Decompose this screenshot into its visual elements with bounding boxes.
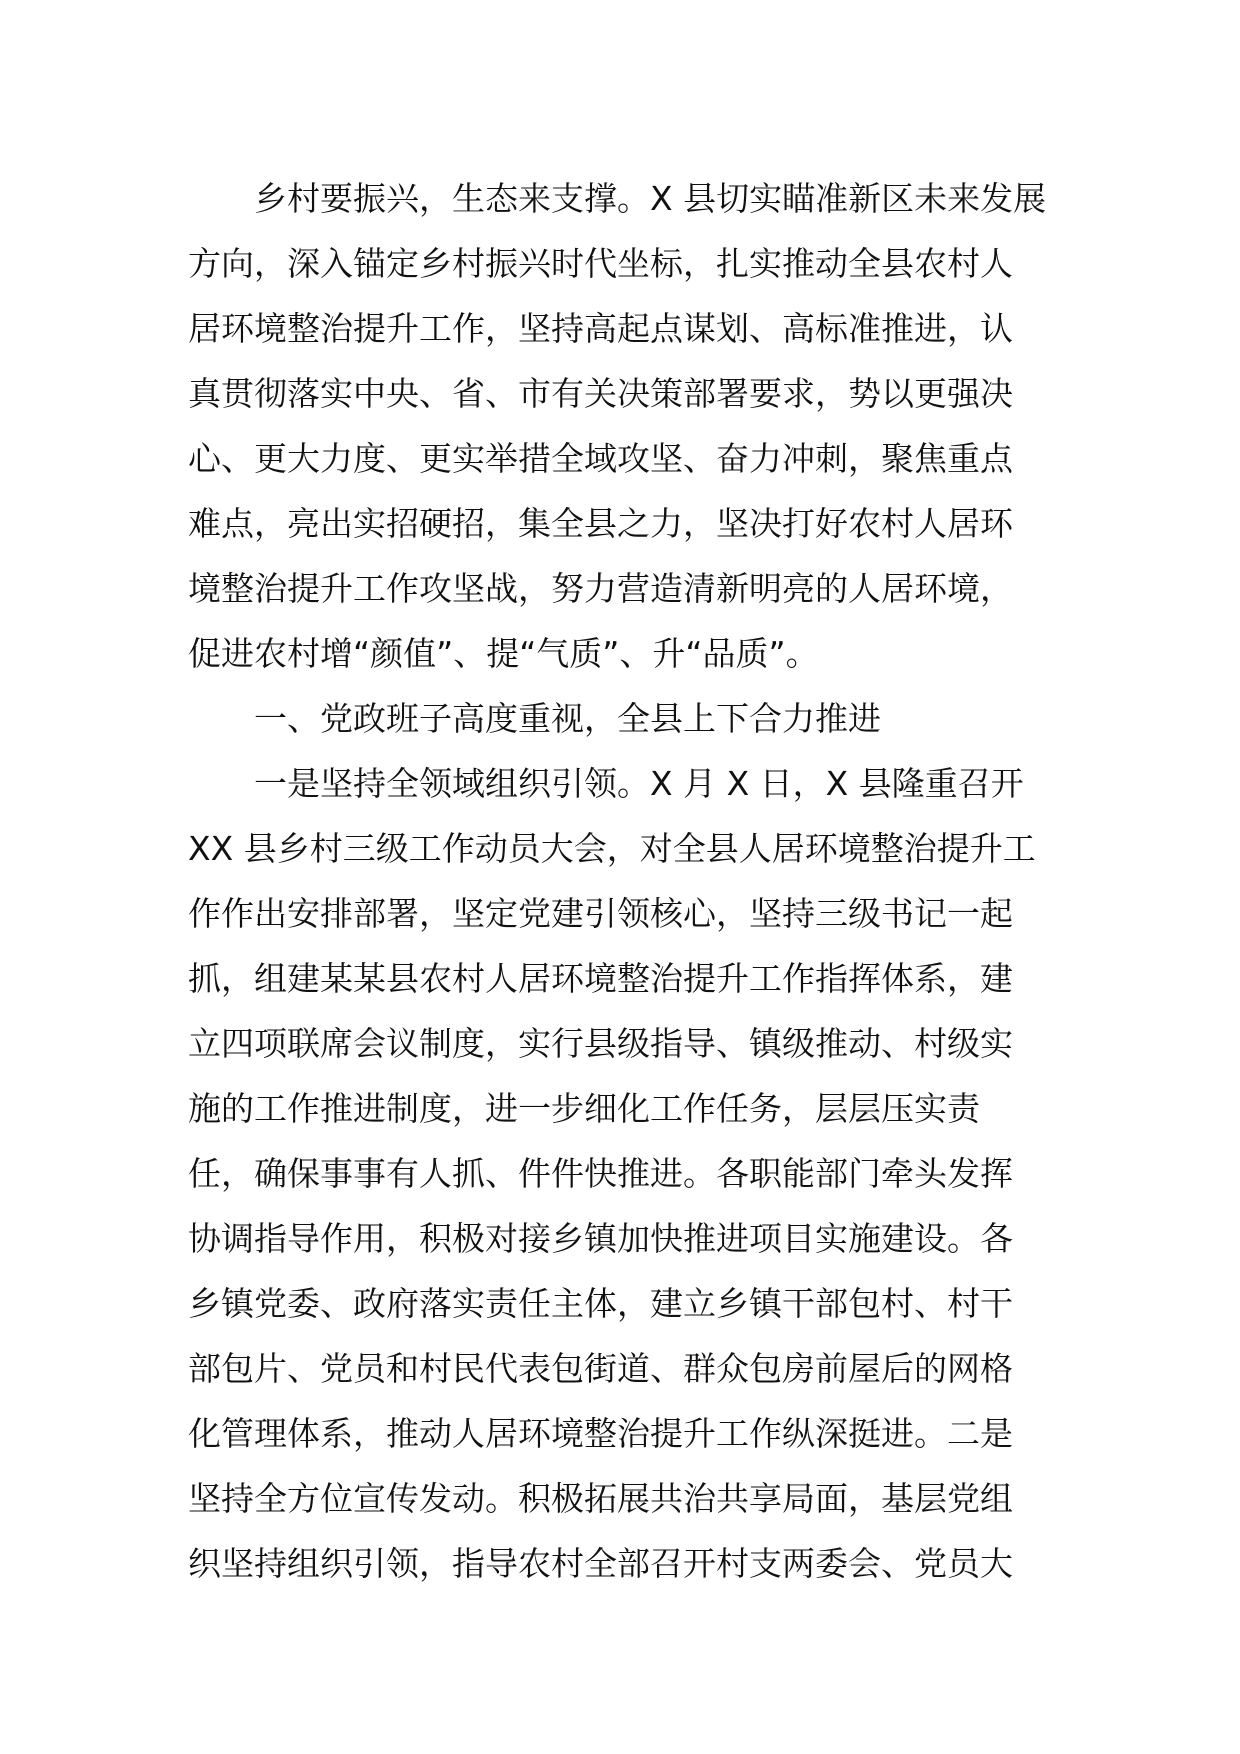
paragraph-intro: 乡村要振兴，生态来支撑。X 县切实瞄准新区未来发展 方向，深入锚定乡村振兴时代坐标，扎实推动全县农村人 居环境整治提升工作，坚持高起点谋划、高标准推进，认 真贯彻落实中央、省、市有关决策部署要求，势以更强决 心、更大力度、更实举措全域攻坚、奋力冲刺，聚焦重点 难点，亮出实招硬招，集全县之力，坚决打好农村人居环 境整治提升工作攻坚战，努力营造清新明亮的人居环境， 促进农村增“颜值”、提“气质”、升“品质”。 [188,179,1047,673]
paragraph-body: 一是坚持全领域组织引领。X 月 X 日，X 县隆重召开 XX 县乡村三级工作动员大会，对全县人居环境整治提升工 作作出安排部署，坚定党建引领核心，坚持三级书记一起 抓，组建某某县农村人居环境整治提升工作指挥体系，建 立四项联席会议制度，实行县级指导、镇级推动、村级实 施的工作推进制度，进一步细化工作任务，层层压实责 任，确保事事有人抓、件件快推进。各职能部门牵头发挥 协调指导作用，积极对接乡镇加快推进项目实施建设。各 乡镇党委、政府落实责任主体，建立乡镇干部包村、村干 部包片、党员和村民代表包街道、群众包房前屋后的网格 化管理体系，推动人居环境整治提升工作纵深挺进。二是 坚持全方位宣传发动。积极拓展共治共享局面，基层党组 织坚持组织引领，指导农村全部召开村支两委会、党员大 [188,764,1036,1583]
section-heading: 一、党政班子高度重视，全县上下合力推进 [254,699,881,738]
document-body [188,166,1058,1596]
